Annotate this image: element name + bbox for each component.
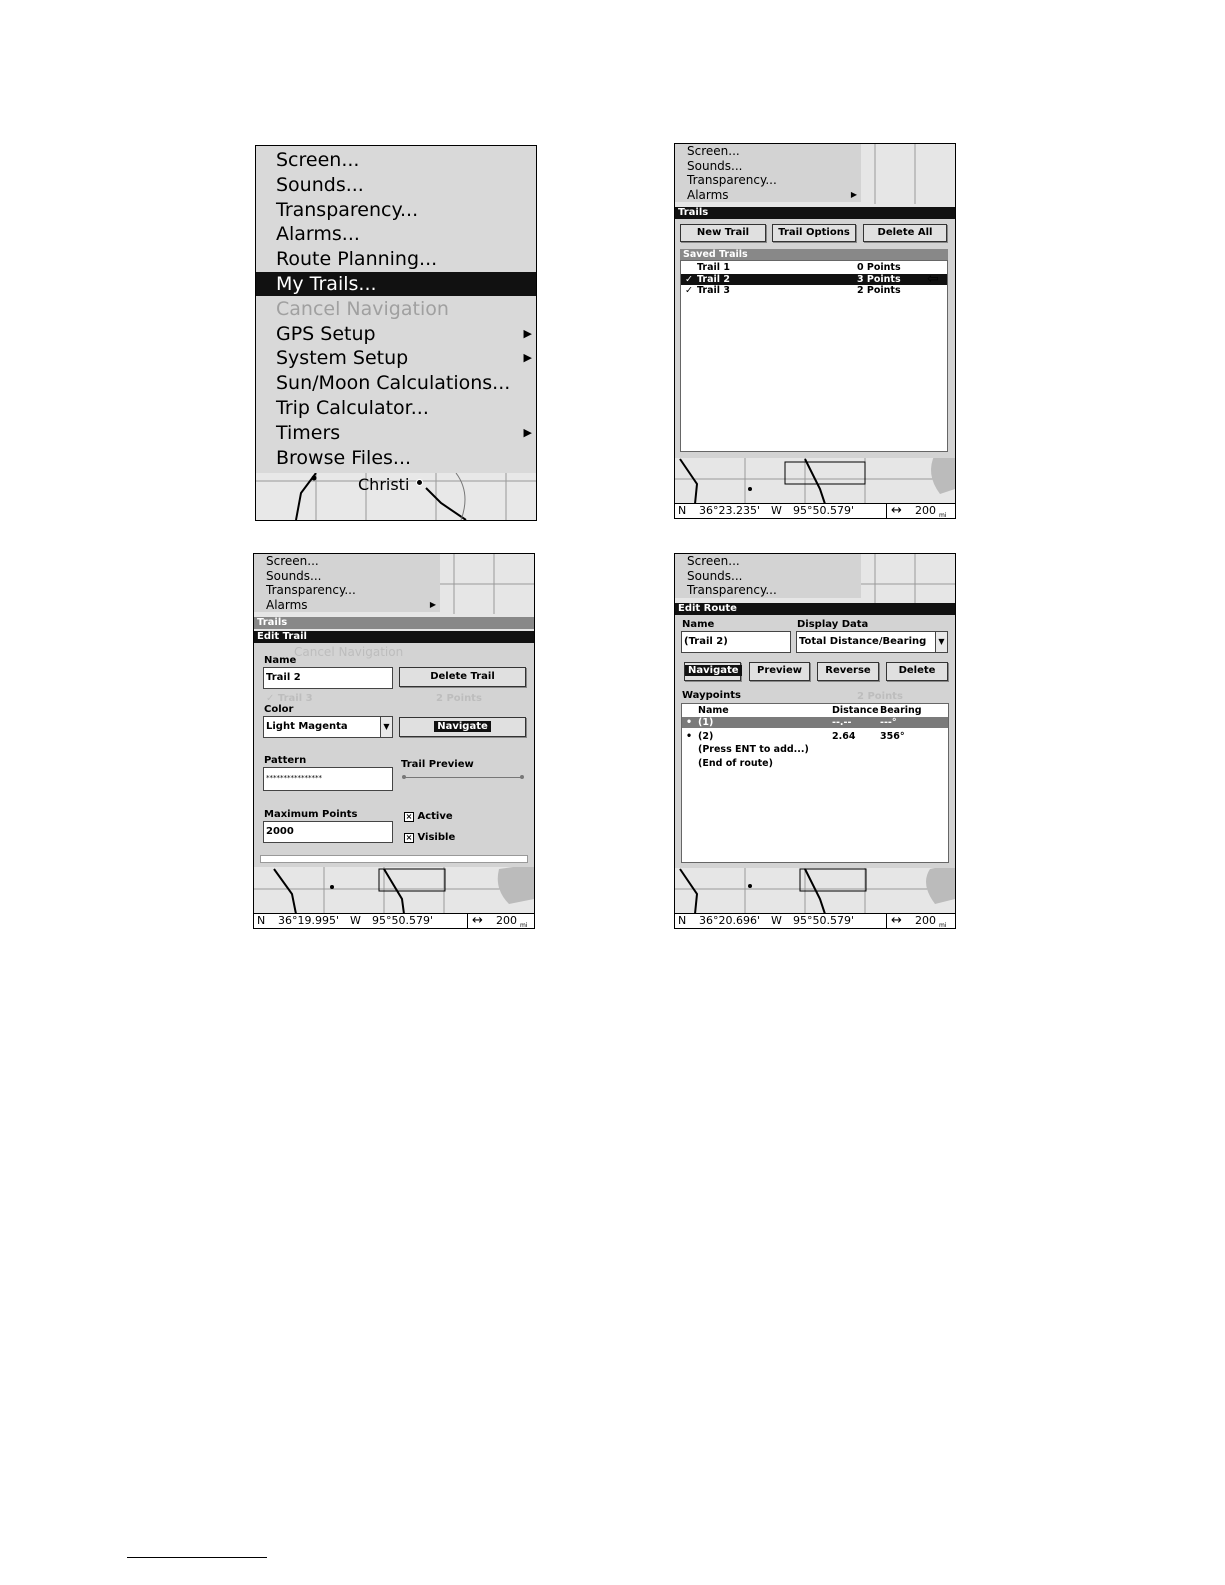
status-divider [886,504,887,518]
pattern-label: Pattern [264,755,307,766]
submenu-arrow-icon: ▶ [850,189,857,199]
latitude: 36°20.696' [699,914,761,927]
waypoint-bullet: • [686,730,693,742]
menu-item-label: Trip Calculator... [276,397,429,419]
lat-hemisphere: N [257,914,266,927]
trail-name: Trail 2 [697,273,730,285]
menu-item-label: Browse Files... [276,446,412,469]
menu-item[interactable] [256,322,536,346]
menu-item[interactable] [256,173,536,197]
delete-all-button[interactable]: Delete All [863,224,947,242]
status-divider [886,914,887,928]
menu-item[interactable] [256,346,536,370]
menu-item-label: Screen... [687,144,740,158]
menu-item[interactable] [256,222,536,246]
trail-visible-check: ✓ [685,273,693,285]
navigate-label: Navigate [685,665,742,676]
menu-item[interactable] [675,554,861,569]
waypoint-row[interactable] [682,717,948,728]
menu-item-label: Sounds... [276,173,364,196]
menu-item-label: Sounds... [687,568,743,583]
zoom-scale: 200 [496,914,517,927]
menu-item-label: Sun/Moon Calculations... [276,372,511,395]
saved-trails-header: Saved Trails [680,249,948,260]
lat-hemisphere: N [678,914,687,927]
waypoint-bearing: ---° [880,717,897,728]
chevron-down-icon: ▼ [935,632,947,652]
navigate-button[interactable] [684,662,741,681]
submenu-arrow-icon: ▶ [523,351,532,365]
trail-name: Trail 1 [697,262,730,273]
pointer-arrow-icon: ⇦ [927,271,939,287]
waypoints-label: Waypoints [682,690,741,701]
zoom-unit: mi [939,512,947,519]
menu-item[interactable] [254,569,440,584]
visible-checkbox[interactable] [404,832,455,843]
delete-button[interactable]: Delete [886,662,948,681]
waypoint-bullet: • [686,717,693,728]
trails-header: Trails [254,617,534,629]
color-value: Light Magenta [266,721,348,732]
preview-start-dot [402,775,406,779]
waypoint-distance: --.-- [832,717,852,728]
preview-end-dot [520,775,524,779]
column-header-bearing: Bearing [880,705,922,716]
status-bar [254,913,534,928]
zoom-unit: mi [939,922,947,929]
edit-trail-dialog [254,643,534,867]
menu-item[interactable] [256,446,536,470]
checkbox-checked-icon: × [405,812,413,821]
map-view[interactable] [256,473,536,520]
reverse-button[interactable]: Reverse [817,662,879,681]
active-label: Active [417,811,453,822]
map-city-dot-icon [416,479,423,486]
menu-item-label: Cancel Navigation [276,297,449,320]
menu-item[interactable] [675,159,861,174]
menu-item-label: Sounds... [687,158,743,173]
dialog-scroll-edge [260,855,528,863]
status-bar [675,503,955,518]
latitude: 36°23.235' [699,504,761,517]
menu-item[interactable] [256,198,536,222]
max-points-label: Maximum Points [264,809,358,820]
trail-name-field[interactable]: Trail 2 [263,667,393,689]
chevron-down-icon: ▼ [380,717,392,737]
trail-options-button[interactable]: Trail Options [772,224,856,242]
ghost-points: 2 Points [857,691,903,702]
visible-label: Visible [417,832,456,843]
waypoint-bearing: 356° [880,730,905,742]
trails-dialog [675,219,955,458]
trail-points: 3 Points [857,273,901,285]
menu-item[interactable] [256,148,536,172]
edit-route-dialog [675,615,955,868]
zoom-unit: mi [520,922,528,929]
menu-item[interactable] [256,272,536,296]
delete-trail-button[interactable]: Delete Trail [399,667,526,687]
waypoint-distance: 2.64 [832,730,856,742]
navigate-button[interactable] [399,717,526,737]
submenu-arrow-icon: ▶ [429,599,436,609]
longitude: 95°50.579' [372,914,434,927]
submenu-arrow-icon: ▶ [523,326,532,340]
zoom-range-icon: ↔ [891,503,902,518]
trail-name: Trail 3 [697,285,730,296]
menu-item[interactable] [254,583,440,598]
menu-item-label: GPS Setup [276,322,376,345]
footnote-rule [127,1557,267,1558]
menu-item-label: Transparency... [687,173,777,187]
trail-row[interactable] [681,262,947,273]
menu-item-label: Transparency... [276,198,419,221]
status-bar [675,913,955,928]
menu-item-label: Timers [276,421,341,444]
menu-item-label: My Trails... [276,273,377,295]
waypoint-name: (End of route) [698,757,773,769]
trail-visible-check: ✓ [685,285,693,296]
panel-trails [674,143,956,519]
menu-item[interactable] [675,569,861,584]
display-data-dropdown[interactable] [796,631,948,653]
lon-hemisphere: W [771,914,782,927]
trail-row[interactable] [681,285,947,296]
menu-item-label: Transparency... [266,583,356,597]
column-header-distance: Distance [832,705,879,716]
waypoint-name: (2) [698,730,714,742]
menu-item-label: Alarms [687,187,729,202]
navigate-label: Navigate [434,721,491,732]
menu-item-label: Sounds... [266,568,322,583]
name-label: Name [682,619,715,630]
waypoint-row[interactable] [682,758,948,769]
menu-item-label: Screen... [266,554,319,568]
panel-edit-trail [253,553,535,929]
submenu-arrow-icon: ▶ [523,425,532,439]
zoom-range-icon: ↔ [891,913,902,928]
menu-item[interactable] [675,173,861,188]
ghost-points: 2 Points [436,693,482,704]
trail-preview-label: Trail Preview [401,759,474,770]
zoom-scale: 200 [915,914,936,927]
status-divider [467,914,468,928]
column-header-name: Name [698,705,729,716]
max-points-field[interactable]: 2000 [263,821,393,843]
longitude: 95°50.579' [793,504,855,517]
ghost-cancel-navigation: Cancel Navigation [294,645,404,659]
menu-item[interactable] [256,396,536,420]
ghost-trail-3: ✓ Trail 3 [266,693,313,704]
checkbox-checked-icon: × [405,833,413,842]
saved-trails-list[interactable] [680,260,948,452]
menu-item[interactable] [254,554,440,569]
waypoint-row[interactable] [682,731,948,742]
longitude: 95°50.579' [793,914,855,927]
menu-item[interactable] [256,421,536,445]
menu-item-label: Screen... [687,554,740,568]
name-label: Name [264,655,297,666]
trails-header: Trails [675,207,955,219]
overlay-menu [675,144,861,202]
waypoint-name: (Press ENT to add...) [698,744,809,755]
menu-item[interactable] [675,188,861,203]
waypoint-row[interactable] [682,744,948,755]
menu-item-label: System Setup [276,347,409,370]
waypoints-column-headers [682,705,948,716]
menu-item-label: Alarms [266,597,308,612]
zoom-scale: 200 [915,504,936,517]
trail-row[interactable] [681,271,947,287]
lat-hemisphere: N [678,504,687,517]
trail-points: 0 Points [857,262,901,273]
menu-item [256,297,536,321]
pattern-field[interactable]: **************** [263,767,393,791]
lon-hemisphere: W [771,504,782,517]
zoom-range-icon: ↔ [472,913,483,928]
map-city-label: Christi [358,475,410,494]
edit-route-header: Edit Route [675,603,955,615]
waypoint-name: (1) [698,717,714,728]
menu-item-label: Transparency... [687,583,777,597]
main-menu [256,146,537,473]
active-checkbox[interactable] [404,811,453,822]
color-dropdown[interactable] [263,716,393,738]
display-data-label: Display Data [797,619,869,630]
waypoints-list[interactable] [681,703,949,863]
menu-item[interactable] [254,598,440,613]
menu-item-label: Screen... [276,149,360,171]
new-trail-button[interactable]: New Trail [680,224,766,242]
menu-item[interactable] [675,583,861,598]
trail-preview-line [404,777,522,778]
overlay-menu [675,554,861,598]
lon-hemisphere: W [350,914,361,927]
panel-main-menu [255,145,537,521]
edit-trail-header: Edit Trail [254,631,534,643]
preview-button[interactable]: Preview [749,662,810,681]
trail-points: 2 Points [857,285,901,296]
panel-edit-route [674,553,956,929]
menu-item[interactable] [675,144,861,159]
overlay-menu [254,554,440,612]
color-label: Color [264,704,294,715]
latitude: 36°19.995' [278,914,340,927]
menu-item[interactable] [256,371,536,395]
route-name-field[interactable]: (Trail 2) [681,631,791,653]
menu-item[interactable] [256,247,536,271]
display-data-value: Total Distance/Bearing [799,636,927,647]
menu-item-label: Alarms... [276,223,360,246]
menu-item-label: Route Planning... [276,248,438,271]
